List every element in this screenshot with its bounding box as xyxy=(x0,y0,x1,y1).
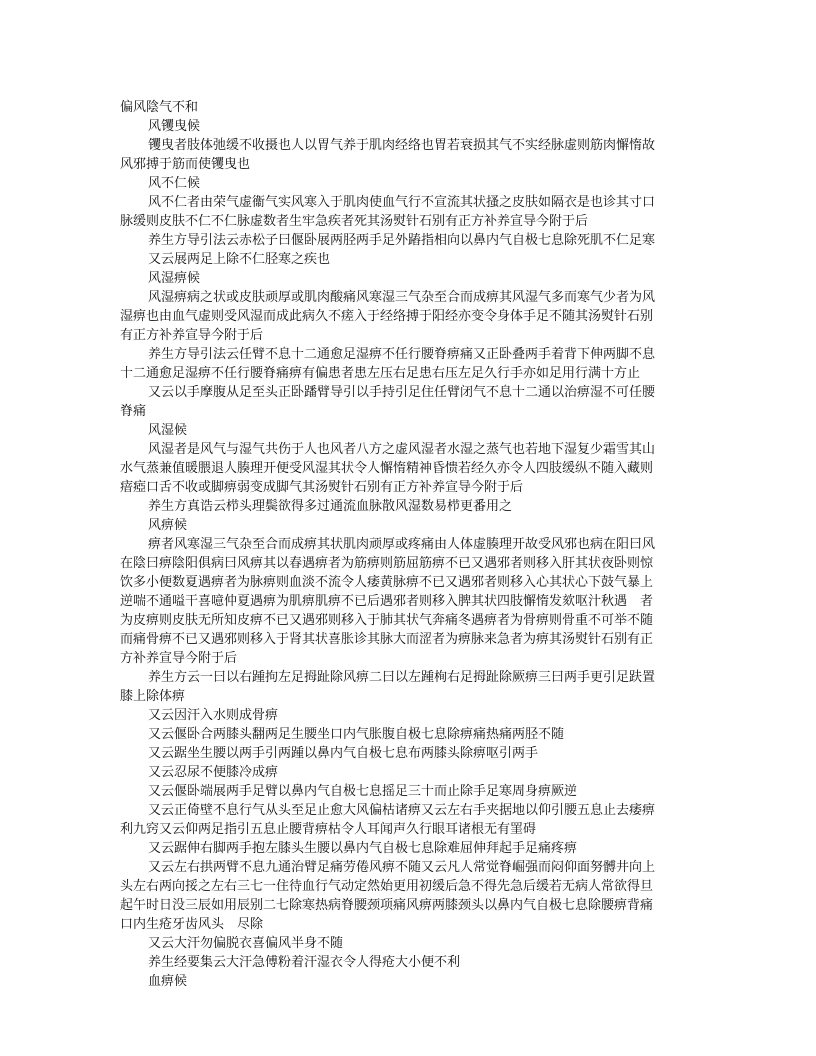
text-line: 利九窍又云仰两足指引五息止腰背痹枯令人耳闻声久行眼耳诸根无有罣碍 xyxy=(120,822,537,837)
text-line: 口内生疮牙齿风头 尽除 xyxy=(120,917,264,932)
text-line: 风湿痹候 xyxy=(148,271,201,286)
text-line: 痹者风寒湿三气杂至合而成痹其状肌肉顽厚或疼痛由人体虚腠理开故受风邪也病在阳曰风 xyxy=(148,537,656,552)
text-line: 脉缓则皮肤不仁不仁脉虚数者生牢急疾者死其汤熨针石别有正方补养宣导今附于后 xyxy=(120,214,589,229)
text-line: 风湿者是风气与湿气共伤于人也风者八方之虚风湿者水湿之蒸气也若地下湿复少霜雪其山 xyxy=(148,442,656,457)
text-line: 养生方云一曰以右踵拘左足拇趾除风痹二曰以左踵栒右足拇趾除厥痹三曰两手更引足趺置 xyxy=(148,670,656,685)
text-line: 膝上除体痹 xyxy=(120,689,186,704)
text-line: 风湿痹病之状或皮肤顽厚或肌肉酸痛风寒湿三气杂至合而成痹其风湿气多而寒气少者为风 xyxy=(148,290,656,305)
text-line: 风湿候 xyxy=(148,423,188,438)
text-line: 起午时日没三辰如用辰别二七除寒热病脊腰颈项痛风痹两膝颈头以鼻内气自极七息除腰痹背痛 xyxy=(120,898,654,913)
text-line: 风邪搏于筋而使䦆曳也 xyxy=(120,157,251,172)
text-line: 又云大汗勿偏脱衣喜偏风半身不随 xyxy=(148,936,344,951)
text-line: 又云正倚壁不息行气从头至足止愈大风偏枯诸痹又云左右手夹据地以仰引腰五息止去痿痹 xyxy=(148,803,656,818)
text-line: 养生经要集云大汗急傅粉着汗湿衣令人得疮大小便不利 xyxy=(148,955,461,970)
text-line: 风不仁者由荣气虚衞气实风寒入于肌肉使血气行不宣流其状搔之皮肤如隔衣是也诊其寸口 xyxy=(148,195,656,210)
text-line: 有正方补养宣导今附于后 xyxy=(120,328,264,343)
text-line: 十二通愈足湿痹不任行腰脊痛痹有偏患者患左压右足患右压左足久行手亦如足用行满十方止 xyxy=(120,366,641,381)
text-line: 瘖瘂口舌不收或脚痹弱变成脚气其汤熨针石别有正方补养宣导今附于后 xyxy=(120,480,524,495)
text-line: 为皮痹则皮肤无所知皮痹不已又遇邪则移入于肺其状气奔痛冬遇痹者为骨痹则骨重不可举不随 xyxy=(120,613,654,628)
text-line: 又云展两足上除不仁胫寒之疾也 xyxy=(148,252,331,267)
text-line: 在陰曰痹陰阳俱病曰风痹其以春遇痹者为筋痹则筋屈筋痹不已又遇邪者则移入肝其状夜卧则惊 xyxy=(120,556,654,571)
text-line: 而痛骨痹不已又遇邪则移入于肾其状喜胀诊其脉大而涩者为痹脉来急者为痹其汤熨针石别有正 xyxy=(120,632,654,647)
text-line: 䦆曳者肢体弛缓不收摄也人以胃气养于肌肉经络也胃若衰损其气不实经脉虚则筋肉懈惰故 xyxy=(148,138,656,153)
text-line: 头左右两向挼之左右三七一住待血行气动定然始更用初缓后急不得先急后缓若无病人常欲得旦 xyxy=(120,879,654,894)
text-line: 又云偃卧端展两手足臂以鼻内气自极七息摇足三十而止除手足寒周身痹厥逆 xyxy=(148,784,578,799)
text-line: 又云忍尿不便膝冷成痹 xyxy=(148,765,279,780)
text-line: 风不仁候 xyxy=(148,176,201,191)
text-line: 方补养宣导今附于后 xyxy=(120,651,238,666)
text-line: 水气蒸兼值暖腲退人腠理开便受风湿其状令人懈惰精神昏愦若经久亦令人四肢缓纵不随入藏则 xyxy=(120,461,654,476)
text-line: 又云以手摩腹从足至头正卧蹯臂导引以手持引足住任臂闭气不息十二通以治痹湿不可任腰 xyxy=(148,385,656,400)
text-line: 又云因汗入水则成骨痹 xyxy=(148,708,279,723)
text-line: 湿痹也由血气虚则受风湿而成此病久不瘥入于经络搏于阳经亦变令身体手足不随其汤熨针石别 xyxy=(120,309,654,324)
text-line: 风䦆曳候 xyxy=(148,119,201,134)
document-page xyxy=(120,98,698,991)
text-line: 养生方导引法云赤松子曰偃卧展两胫两手足外蹖指相向以鼻内气自极七息除死肌不仁足寒 xyxy=(148,233,656,248)
text-line: 逆喘不通嗌干喜噫仲夏遇痹为肌痹肌痹不已后遇邪者则移入脾其状四肢懈惰发欬呕汁秋遇 者 xyxy=(120,594,654,609)
text-line: 又云踞伸右脚两手抱左膝头生腰以鼻内气自极七息除难屈伸拜起手足痛疼痹 xyxy=(148,841,578,856)
text-line: 脊痛 xyxy=(120,404,147,419)
text-line: 养生方导引法云任臂不息十二通愈足湿痹不任行腰脊痹痛又正卧叠两手着背下伸两脚不息 xyxy=(148,347,656,362)
text-line: 养生方真诰云栉头理鬓欲得多过通流血脉散风湿数易栉更番用之 xyxy=(148,499,513,514)
text-line: 血痹候 xyxy=(148,974,188,989)
text-line: 又云左右拱两臂不息九通治臂足痛劳倦风痹不随又云凡人常觉脊崛强而闷仰面努髆井向上 xyxy=(148,860,656,875)
text-line: 又云踞坐生腰以两手引两踵以鼻内气自极七息布两膝头除痹呕引两手 xyxy=(148,746,539,761)
text-line: 饮多小便数夏遇痹者为脉痹则血淡不流令人痿黄脉痹不已又遇邪者则移入心其状心下鼓气暴上 xyxy=(120,575,654,590)
text-line: 又云偃卧合两膝头翻两足生腰坐口内气胀腹自极七息除痹痛热痛两胫不随 xyxy=(148,727,565,742)
text-line: 偏风陰气不和 xyxy=(120,100,199,115)
text-line: 风痹候 xyxy=(148,518,188,533)
